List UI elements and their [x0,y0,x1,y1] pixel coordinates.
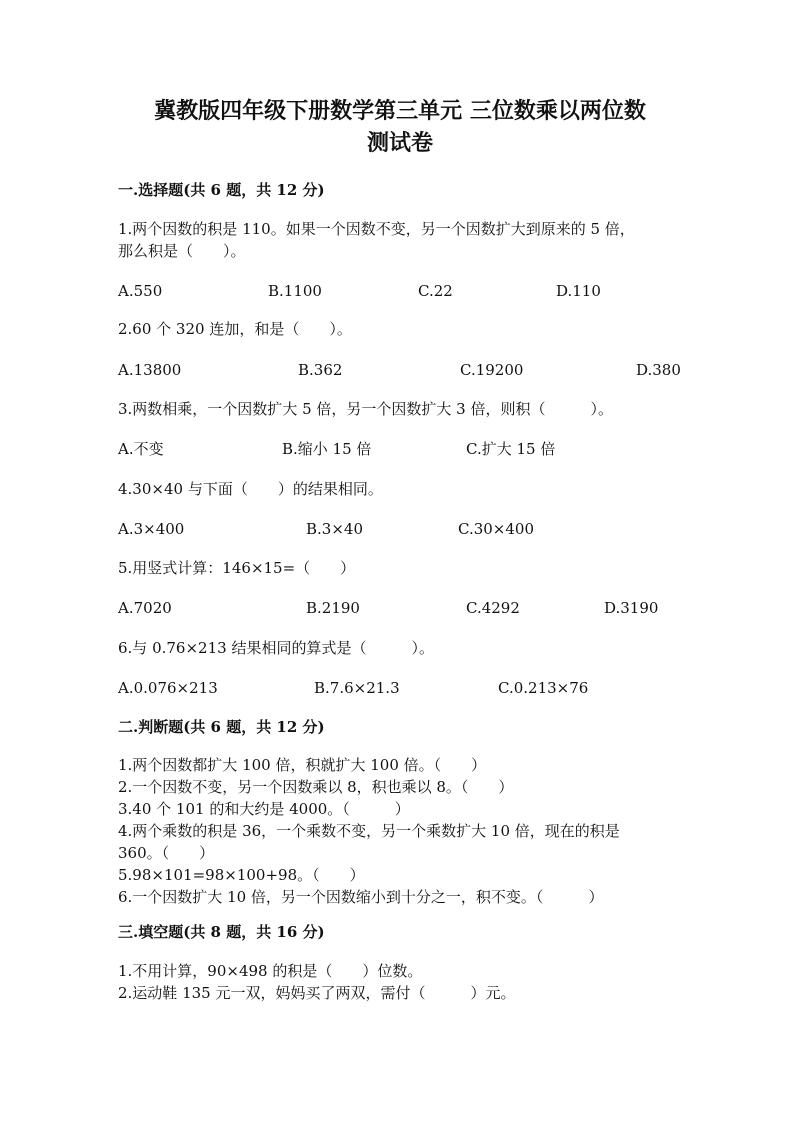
question-5-option-b: B.2190 [306,599,360,617]
page-title-line2: 测试卷 [366,130,433,156]
question-4-text: 4.30×40 与下面（ ）的结果相同。 [118,480,383,498]
true-false-item-3: 3.40 个 101 的和大约是 4000。（ ） [118,800,410,818]
section-heading-true-false: 二.判断题(共 6 题，共 12 分) [118,718,325,736]
question-5-option-c: C.4292 [466,599,520,617]
question-3-text: 3.两数相乘，一个因数扩大 5 倍，另一个因数扩大 3 倍，则积（ ）。 [118,400,613,418]
true-false-item-6: 6.一个因数扩大 10 倍，另一个因数缩小到十分之一，积不变。（ ） [118,888,604,906]
question-3-option-a: A.不变 [118,440,164,458]
fill-in-item-2: 2.运动鞋 135 元一双，妈妈买了两双，需付（ ）元。 [118,984,516,1002]
true-false-item-5: 5.98×101=98×100+98。（ ） [118,866,365,884]
question-6-option-b: B.7.6×21.3 [314,679,400,697]
question-6-option-a: A.0.076×213 [118,679,218,697]
section-heading-fill-in: 三.填空题(共 8 题，共 16 分) [118,923,325,941]
question-2-option-d: D.380 [636,361,681,379]
question-2-option-c: C.19200 [460,361,524,379]
question-1-option-b: B.1100 [268,282,322,300]
section-heading-multiple-choice: 一.选择题(共 6 题，共 12 分) [118,181,325,199]
question-6-text: 6.与 0.76×213 结果相同的算式是（ ）。 [118,639,434,657]
question-2-text: 2.60 个 320 连加，和是（ ）。 [118,320,352,338]
question-5-text: 5.用竖式计算：146×15=（ ） [118,559,356,577]
question-6-option-c: C.0.213×76 [498,679,589,697]
true-false-item-4-line2: 360。（ ） [118,844,215,862]
true-false-item-1: 1.两个因数都扩大 100 倍，积就扩大 100 倍。（ ） [118,756,487,774]
true-false-item-4-line1: 4.两个乘数的积是 36，一个乘数不变，另一个乘数扩大 10 倍，现在的积是 [118,822,620,840]
question-1-text-line2: 那么积是（ ）。 [118,242,246,260]
question-2-option-b: B.362 [298,361,343,379]
question-2-option-a: A.13800 [118,361,182,379]
question-1-text-line1: 1.两个因数的积是 110。如果一个因数不变，另一个因数扩大到原来的 5 倍， [118,220,635,238]
fill-in-item-1: 1.不用计算，90×498 的积是（ ）位数。 [118,962,423,980]
question-4-option-a: A.3×400 [118,520,185,538]
question-5-option-a: A.7020 [118,599,172,617]
question-4-option-b: B.3×40 [306,520,363,538]
question-1-option-c: C.22 [418,282,453,300]
question-3-option-c: C.扩大 15 倍 [466,440,556,458]
question-1-option-a: A.550 [118,282,163,300]
page-title-line1: 冀教版四年级下册数学第三单元 三位数乘以两位数 [154,98,646,124]
question-1-option-d: D.110 [556,282,601,300]
true-false-item-2: 2.一个因数不变，另一个因数乘以 8，积也乘以 8。（ ） [118,778,514,796]
question-3-option-b: B.缩小 15 倍 [282,440,372,458]
question-5-option-d: D.3190 [604,599,659,617]
question-4-option-c: C.30×400 [458,520,534,538]
